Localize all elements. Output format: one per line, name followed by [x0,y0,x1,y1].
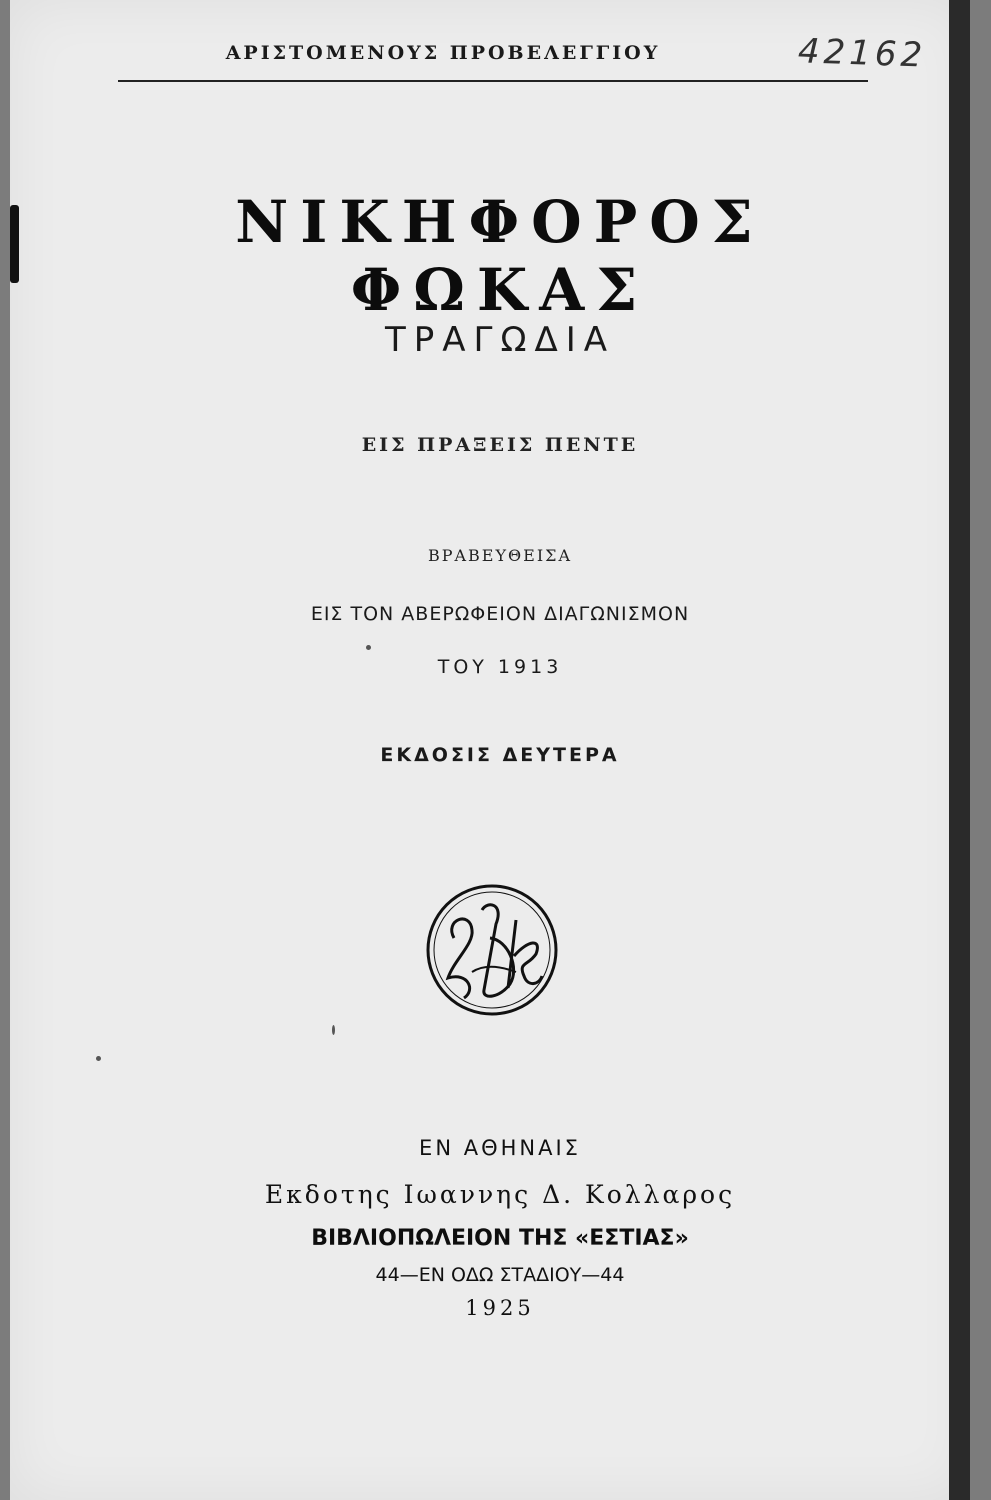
author-name: ΑΡΙΣΤΟΜΕΝΟΥΣ ΠΡΟΒΕΛΕΓΓΙΟΥ [225,42,661,64]
acts-line: ΕΙΣ ΠΡΑΞΕΙΣ ΠΕΝΤΕ [361,434,639,456]
imprint-city: ΕΝ ΑΘΗΝΑΙΣ [419,1136,581,1160]
imprint-bookshop: ΒΙΒΛΙΟΠΩΛΕΙΟΝ ΤΗΣ «ΕΣΤΙΑΣ» [311,1226,689,1251]
competition-line: ΕΙΣ ΤΟΝ ΑΒΕΡΩΦΕΙΟΝ ΔΙΑΓΩΝΙΣΜΟΝ [310,603,690,625]
binding-mark [10,205,19,283]
header-rule [118,80,868,82]
paper-speck [96,1056,101,1061]
imprint-publisher: Εκδοτης Ιωαννης Δ. Κολλαρος [264,1180,736,1209]
imprint-address: 44—ΕΝ ΟΔΩ ΣΤΑΔΙΟΥ—44 [375,1264,625,1286]
paper-speck [332,1025,335,1035]
handwritten-catalog-number: 42162 [797,31,927,76]
edition-line: ΕΚΔΟΣΙΣ ΔΕΥΤΕΡΑ [380,744,620,766]
competition-year-line: ΤΟΥ 1913 [437,656,563,678]
imprint-year: 1925 [465,1296,535,1320]
book-title: ΝΙΚΗΦΟΡΟΣ ΦΩΚΑΣ [235,188,765,324]
paper-speck [366,645,371,650]
publisher-monogram-emblem [424,880,560,1020]
title-page [10,0,970,1500]
genre-line: ΤΡΑΓΩΔΙΑ [385,320,615,360]
awarded-line: ΒΡΑΒΕΥΘΕΙΣΑ [427,546,573,565]
page-edge-shadow [949,0,970,1500]
